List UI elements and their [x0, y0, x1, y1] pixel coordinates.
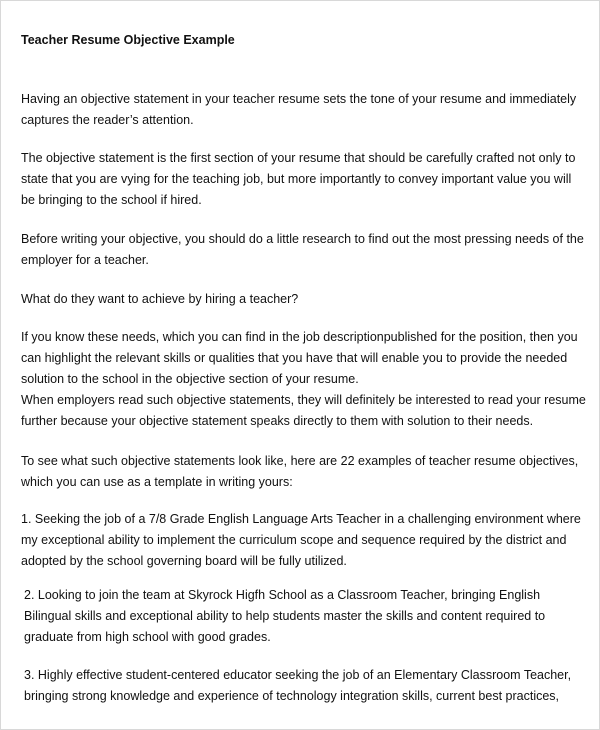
paragraph-question — [21, 289, 298, 310]
text-line: state that you are vying for the teaching job, but more importantly to convey important value you will — [21, 172, 572, 186]
text-line: can highlight the relevant skills or qualities that you have that will enable you to provide the needed — [21, 351, 568, 365]
text-line: To see what such objective statements look like, here are 22 examples of teacher resume objectives, — [21, 454, 579, 468]
example-item-2 — [24, 585, 545, 648]
text-line: 1. Seeking the job of a 7/8 Grade English Language Arts Teacher in a challenging environment where — [21, 512, 581, 526]
document-title: Teacher Resume Objective Example — [21, 33, 235, 47]
text-line: bringing strong knowledge and experience of technology integration skills, current best practices, — [24, 689, 560, 703]
paragraph-objective-statement — [21, 148, 575, 211]
text-line: solution to the school in the objective section of your resume. — [21, 372, 359, 386]
text-line: my exceptional ability to implement the curriculum scope and sequence required by the district and — [21, 533, 567, 547]
text-line: graduate from high school with good grades. — [24, 630, 271, 644]
text-line: When employers read such objective statements, they will definitely be interested to read your resume — [21, 393, 586, 407]
text-line: 2. Looking to join the team at Skyrock Higfh School as a Classroom Teacher, bringing English — [24, 588, 541, 602]
example-item-3 — [24, 665, 571, 707]
text-line: Bilingual skills and exceptional ability to help students master the skills and content required to — [24, 609, 546, 623]
text-line: which you can use as a template in writing yours: — [21, 475, 293, 489]
text-line: captures the reader’s attention. — [21, 113, 194, 127]
paragraph-intro — [21, 89, 576, 131]
text-line: The objective statement is the first section of your resume that should be carefully crafted not only to — [21, 151, 576, 165]
paragraph-needs — [21, 327, 586, 432]
text-line: 3. Highly effective student-centered educator seeking the job of an Elementary Classroom Teacher, — [24, 668, 572, 682]
text-line: What do they want to achieve by hiring a teacher? — [21, 292, 299, 306]
example-item-1 — [21, 509, 581, 572]
text-line: employer for a teacher. — [21, 253, 149, 267]
text-line: adopted by the school governing board will be fully utilized. — [21, 554, 347, 568]
paragraph-research — [21, 229, 584, 271]
text-line: Having an objective statement in your teacher resume sets the tone of your resume and immediately — [21, 92, 577, 106]
paragraph-examples-intro — [21, 451, 578, 493]
text-line: be bringing to the school if hired. — [21, 193, 202, 207]
text-line: Before writing your objective, you should do a little research to find out the most pressing needs of the — [21, 232, 584, 246]
text-line: If you know these needs, which you can find in the job descriptionpublished for the position, then you — [21, 330, 578, 344]
text-line: further because your objective statement speaks directly to them with solution to their needs. — [21, 414, 534, 428]
